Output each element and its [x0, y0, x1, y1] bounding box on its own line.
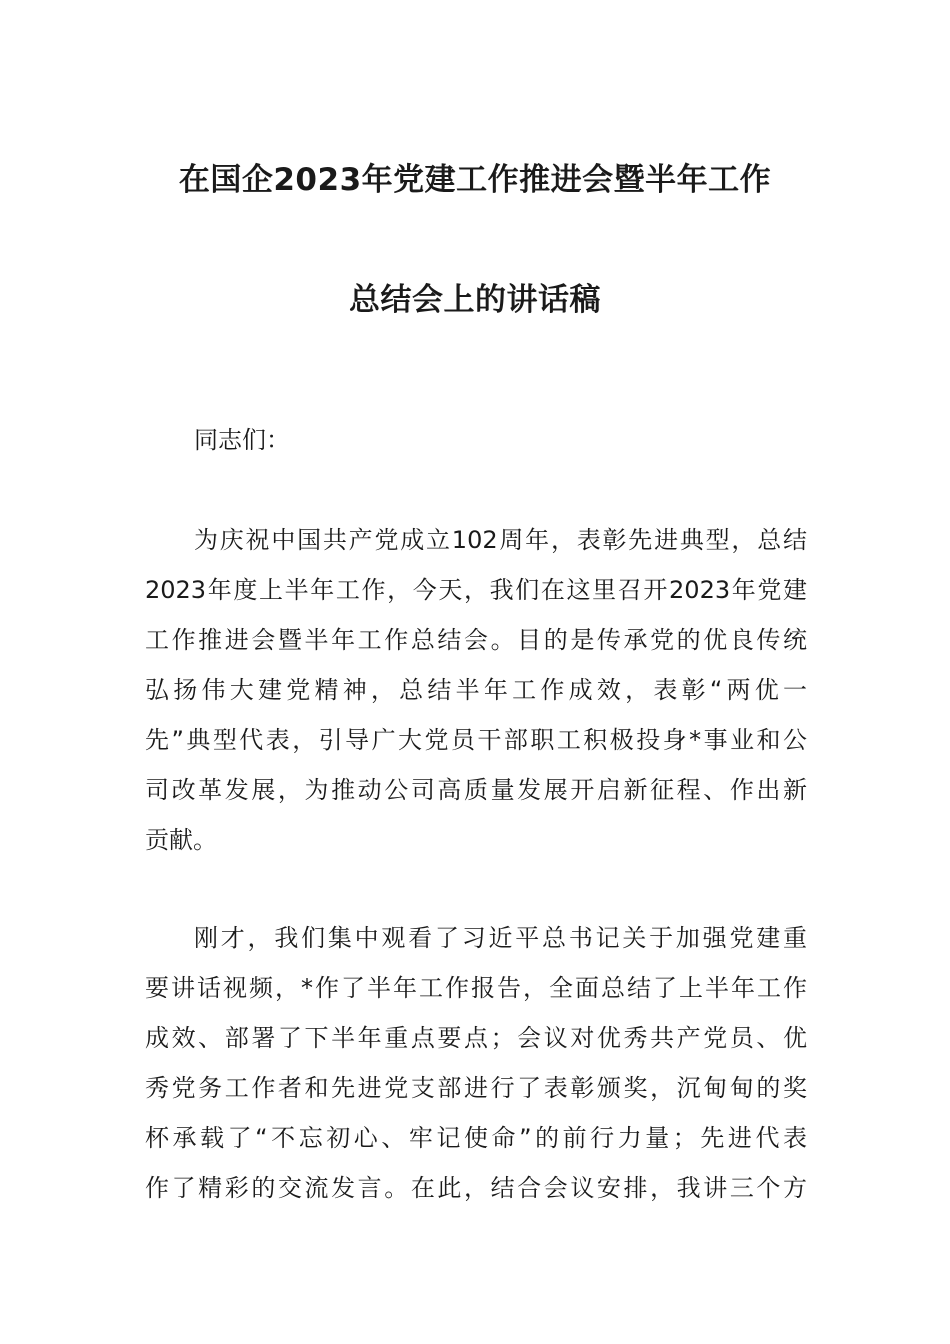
- paragraph-2: [145, 920, 807, 1220]
- document-title-line-1: 在国企2023年党建工作推进会暨半年工作: [178, 162, 772, 198]
- paragraph-line: 杯承载了“不忘初心、牢记使命”的前行力量；先进代表: [145, 1124, 807, 1152]
- paragraph-line: 先”典型代表，引导广大党员干部职工积极投身*事业和公: [145, 726, 807, 754]
- paragraph-line: 为庆祝中国共产党成立102周年，表彰先进典型，总结: [194, 526, 807, 554]
- paragraph-line: 秀党务工作者和先进党支部进行了表彰颁奖，沉甸甸的奖: [145, 1074, 807, 1102]
- salutation: 同志们：: [194, 426, 290, 454]
- paragraph-line: 作了精彩的交流发言。在此，结合会议安排，我讲三个方: [145, 1174, 807, 1202]
- paragraph-line: 成效、部署了下半年重点要点；会议对优秀共产党员、优: [145, 1024, 807, 1052]
- document-title-line-2: 总结会上的讲话稿: [349, 282, 601, 318]
- paragraph-line: 司改革发展，为推动公司高质量发展开启新征程、作出新: [145, 776, 807, 804]
- paragraph-line: 要讲话视频，*作了半年工作报告，全面总结了上半年工作: [145, 974, 807, 1002]
- paragraph-line: 刚才，我们集中观看了习近平总书记关于加强党建重: [194, 924, 807, 952]
- paragraph-line: 2023年度上半年工作，今天，我们在这里召开2023年党建: [145, 576, 807, 604]
- paragraph-line: 贡献。: [145, 826, 217, 854]
- paragraph-1: [145, 522, 807, 872]
- paragraph-line: 工作推进会暨半年工作总结会。目的是传承党的优良传统: [145, 626, 807, 654]
- paragraph-line: 弘扬伟大建党精神，总结半年工作成效，表彰“两优一: [145, 676, 807, 704]
